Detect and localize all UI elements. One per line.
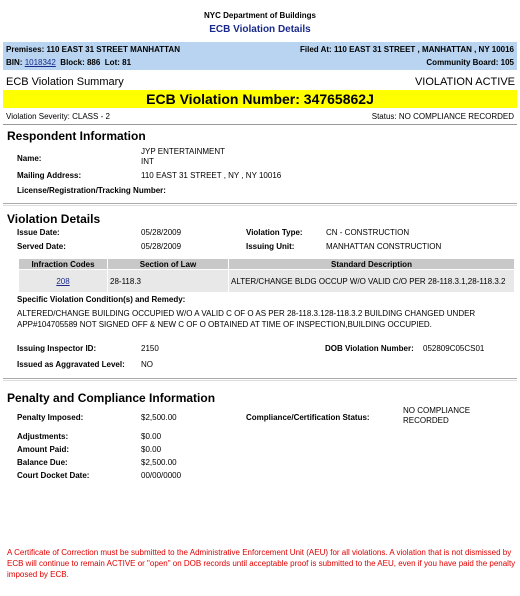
- bin-label: BIN:: [6, 58, 23, 67]
- bin-link[interactable]: 1018342: [24, 58, 56, 67]
- violation-type-label: Violation Type:: [246, 228, 303, 237]
- severity-row: [3, 110, 517, 124]
- department-name: NYC Department of Buildings: [203, 11, 316, 20]
- community-board-label: Community Board:: [426, 58, 499, 67]
- dob-violation-value: 052809C05CS01: [423, 344, 485, 353]
- filed-at: [300, 45, 514, 54]
- lot-label: Lot:: [104, 58, 120, 67]
- penalty-heading: Penalty and Compliance Information: [7, 391, 216, 405]
- col-standard-description: Standard Description: [229, 259, 515, 270]
- inspector-id-value: 2150: [141, 344, 159, 353]
- respondent-heading: Respondent Information: [7, 129, 146, 143]
- dob-violation-label: DOB Violation Number:: [325, 344, 414, 353]
- property-info-bar: [3, 42, 517, 70]
- violation-status-heading: VIOLATION ACTIVE: [414, 76, 515, 88]
- premises: [6, 45, 180, 54]
- filed-at-label: Filed At:: [300, 45, 332, 54]
- issuing-unit-value: MANHATTAN CONSTRUCTION: [326, 242, 442, 251]
- issuing-unit-label: Issuing Unit:: [246, 242, 295, 251]
- community-board-value: 105: [500, 58, 514, 67]
- adjustments-value: $0.00: [141, 432, 162, 441]
- penalty-section: [0, 381, 520, 499]
- balance-due-label: Balance Due:: [17, 458, 68, 467]
- col-section-of-law: Section of Law: [108, 259, 229, 270]
- penalty-imposed-value: $2,500.00: [141, 413, 177, 422]
- compliance-status-line2: RECORDED: [403, 416, 449, 425]
- block-value: 886: [86, 58, 101, 67]
- infraction-code-cell: [19, 270, 108, 293]
- aggravated-label: Issued as Aggravated Level:: [17, 360, 125, 369]
- remedy-block: [0, 294, 520, 334]
- inspector-block: [0, 344, 520, 378]
- violation-type-value: CN - CONSTRUCTION: [326, 228, 410, 237]
- section-of-law-cell: 28-118.3: [108, 270, 229, 293]
- violation-details-section: [0, 206, 520, 251]
- block-label: Block:: [60, 58, 85, 67]
- summary-row: [3, 74, 517, 90]
- balance-due-value: $2,500.00: [141, 458, 177, 467]
- infraction-table-wrap: [0, 258, 520, 294]
- compliance-status-label: Compliance/Certification Status:: [246, 413, 370, 422]
- community-board: [426, 58, 514, 67]
- infraction-table: [18, 258, 515, 293]
- table-row: [19, 270, 515, 293]
- infraction-table-header: [19, 259, 515, 270]
- mailing-address-label: Mailing Address:: [17, 171, 82, 180]
- bin-block-lot: [6, 58, 131, 67]
- license-label: License/Registration/Tracking Number:: [17, 186, 166, 195]
- violation-details-heading: Violation Details: [7, 212, 101, 226]
- remedy-label: Specific Violation Condition(s) and Remedy:: [17, 295, 186, 304]
- adjustments-label: Adjustments:: [17, 432, 69, 441]
- aggravated-value: NO: [141, 360, 153, 369]
- violation-severity: Violation Severity: CLASS - 2: [6, 112, 110, 121]
- respondent-name-label: Name:: [17, 154, 42, 163]
- standard-description-cell: ALTER/CHANGE BLDG OCCUP W/O VALID C/O PER 28-118.3.1,28-118.3.2: [229, 270, 515, 293]
- correction-notice: A Certificate of Correction must be submitted to the Administrative Enforcement Unit (AEU) for all violations. A violation that is not dismissed by ECB will continue to remain ACTIVE or "open" on DOB records until acceptable proof is submitted to the AEU, even if you have paid the penalty imposed by ECB.: [7, 548, 516, 579]
- filed-at-value: 110 EAST 31 STREET , MANHATTAN , NY 10016: [333, 45, 514, 54]
- violation-number-banner: ECB Violation Number: 34765862J: [3, 90, 517, 108]
- respondent-section: [0, 125, 520, 197]
- issue-date-label: Issue Date:: [17, 228, 60, 237]
- premises-label: Premises:: [6, 45, 45, 54]
- compliance-status-line1: NO COMPLIANCE: [403, 406, 471, 415]
- col-infraction-codes: Infraction Codes: [19, 259, 108, 270]
- mailing-address-value: 110 EAST 31 STREET , NY , NY 10016: [141, 171, 282, 180]
- served-date-label: Served Date:: [17, 242, 66, 251]
- court-docket-value: 00/00/0000: [141, 471, 182, 480]
- compliance-status: Status: NO COMPLIANCE RECORDED: [371, 112, 514, 121]
- issue-date-value: 05/28/2009: [141, 228, 182, 237]
- infraction-code-link[interactable]: 208: [56, 276, 70, 286]
- page-title: ECB Violation Details: [209, 24, 311, 35]
- served-date-value: 05/28/2009: [141, 242, 182, 251]
- lot-value: 81: [122, 58, 132, 67]
- premises-value: 110 EAST 31 STREET MANHATTAN: [46, 45, 180, 54]
- inspector-id-label: Issuing Inspector ID:: [17, 344, 97, 353]
- court-docket-label: Court Docket Date:: [17, 471, 90, 480]
- penalty-imposed-label: Penalty Imposed:: [17, 413, 84, 422]
- remedy-text: ALTERED/CHANGE BUILDING OCCUPIED W/O A VALID C OF O AS PER 28-118.3.128-118.3.2 BUILDING CHANGED UNDER APP#104705589 NOT SIGNED OFF & NEW C OF O OBTAINED AT TIME OF INSPECTION,BUILDING OCCUPIED.: [17, 309, 476, 329]
- amount-paid-value: $0.00: [141, 445, 162, 454]
- respondent-name-line2: INT: [141, 157, 154, 166]
- respondent-name-line1: JYP ENTERTAINMENT: [141, 147, 226, 156]
- summary-heading: ECB Violation Summary: [6, 76, 124, 88]
- amount-paid-label: Amount Paid:: [17, 445, 69, 454]
